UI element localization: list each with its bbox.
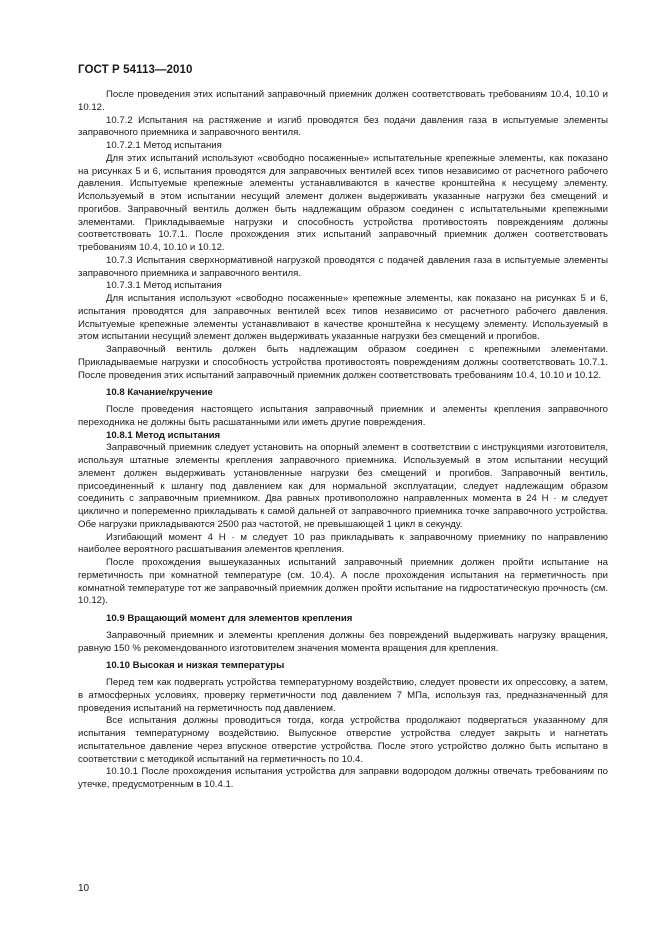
paragraph: Перед тем как подвергать устройства температурному воздействию, следует провести их опрессовку, а затем, в атмосферных условиях, проверку герметичности под давлением 7 МПа, используя газ, предназначенный для проведения испытаний на герметичность под давлением.	[78, 677, 608, 714]
paragraph: 10.7.2 Испытания на растяжение и изгиб проводятся без подачи давления газа в испытуемые элементы заправочного приемника и заправочного вентиля.	[78, 114, 608, 139]
section-heading-10-9: 10.9 Вращающий момент для элементов крепления	[106, 613, 353, 624]
subsection-heading: 10.7.2.1 Метод испытания	[106, 140, 222, 151]
paragraph: Заправочный приемник следует установить на опорный элемент в соответствии с инструкциями изготовителя, используя штатные элементы крепления заправочного приемника. Используемый в этом испытании несущий элемент должен выдерживать установленные нагрузки без смещений и прогибов. Заправочный вентиль, присоединенный к шлангу под давлением как для нормальной эксплуатации, следует надлежащим образом соединить с заправочным приемником. Два равных противоположно направленных момента в 24 Н · м следует циклично и попеременно прикладывать к самой дальней от заправочного приемника точке заправочного устройства. Обе нагрузки прикладываются 2500 раз частотой, не превышающей 1 цикл в секунду.	[78, 442, 608, 530]
paragraph: Изгибающий момент 4 Н · м следует 10 раз прикладывать к заправочному приемнику по направлению наиболее вероятного расшатывания элементов крепления.	[78, 531, 608, 556]
section-heading-10-8: 10.8 Качание/кручение	[106, 387, 213, 399]
paragraph: Для этих испытаний используют «свободно посаженные» испытательные крепежные элементы, как показано на рисунках 5 и 6, испытания проводятся для заправочных вентилей всех типов независимо от расчетного рабочего давления. Испытуемые крепежные элементы устанавливаются в качестве кронштейна к несущему элементу. Используемый в этом испытании несущий элемент должен выдерживать указанные нагрузки без смещений и прогибов. Заправочный вентиль должен быть надлежащим образом соединен с испытательными крепежными элементами. Прикладываемые нагрузки и способность устройства противостоять повреждениям должны соответствовать 10.7.1. После прохождения этих испытаний заправочный приемник должен соответствовать требованиям 10.4, 10.10 и 10.12.	[78, 152, 608, 253]
paragraph: 10.10.1 После прохождения испытания устройства для заправки водородом должны отвечать требованиям по утечке, предусмотренным в 10.4.1.	[78, 766, 608, 790]
section-heading-10-10: 10.10 Высокая и низкая температуры	[106, 660, 285, 672]
paragraph: 10.7.3 Испытания сверхнормативной нагрузкой проводятся с подачей давления газа в испытуемые элементы заправочного приемника и заправочного вентиля.	[78, 254, 608, 279]
document-header: ГОСТ Р 54113—2010	[78, 64, 193, 76]
page-number: 10	[78, 883, 90, 894]
paragraph: Все испытания должны проводиться тогда, когда устройства продолжают подвергаться указанному для испытания температурному воздействию. Выпускное отверстие устройства следует закрыть и нагнетать испытательное давление через впускное отверстие устройства. После этого устройство должно быть испытано в соответствии с методикой испытаний на герметичность по 10.4.	[78, 715, 608, 765]
document-body	[78, 89, 608, 792]
paragraph: Заправочный приемник и элементы крепления должны без повреждений выдерживать нагрузку вращения, равную 150 % рекомендованного изготовителем значения момента вращения для крепления.	[78, 629, 608, 654]
paragraph: После проведения этих испытаний заправочный приемник должен соответствовать требованиям 10.4, 10.10 и 10.12.	[78, 89, 608, 113]
paragraph: После прохождения вышеуказанных испытаний заправочный приемник должен пройти испытание на герметичность при комнатной температуре (см. 10.4). А после прохождения испытания на герметичность при комнатной температуре тот же заправочный приемник должен пройти испытание на гидростатическую прочность (см. 10.12).	[78, 557, 608, 607]
section-heading-10-8-1: 10.8.1 Метод испытания	[106, 429, 221, 441]
paragraph: Для испытания используют «свободно посаженные» крепежные элементы, как показано на рисунках 5 и 6, испытания проводятся для заправочных вентилей всех типов независимо от расчетного рабочего давления. Испытуемые крепежные элементы устанавливают в качестве кронштейна к несущему элементу. Используемый в этом испытании несущий элемент должен выдерживать указанные нагрузки без смещений и прогибов.	[78, 293, 608, 343]
subsection-heading: 10.7.3.1 Метод испытания	[106, 280, 222, 292]
paragraph: Заправочный вентиль должен быть надлежащим образом соединен с крепежными элементами. Прикладываемые нагрузки и способность устройства противостоять повреждениям должны соответствовать 10.7.1. После проведения этих испытаний заправочный приемник должен соответствовать требованиям 10.4, 10.10 и 10.12.	[78, 344, 608, 381]
paragraph: После проведения настоящего испытания заправочный приемник и элементы крепления заправочного переходника не должны быть расшатанными или иметь другие повреждения.	[78, 404, 608, 428]
